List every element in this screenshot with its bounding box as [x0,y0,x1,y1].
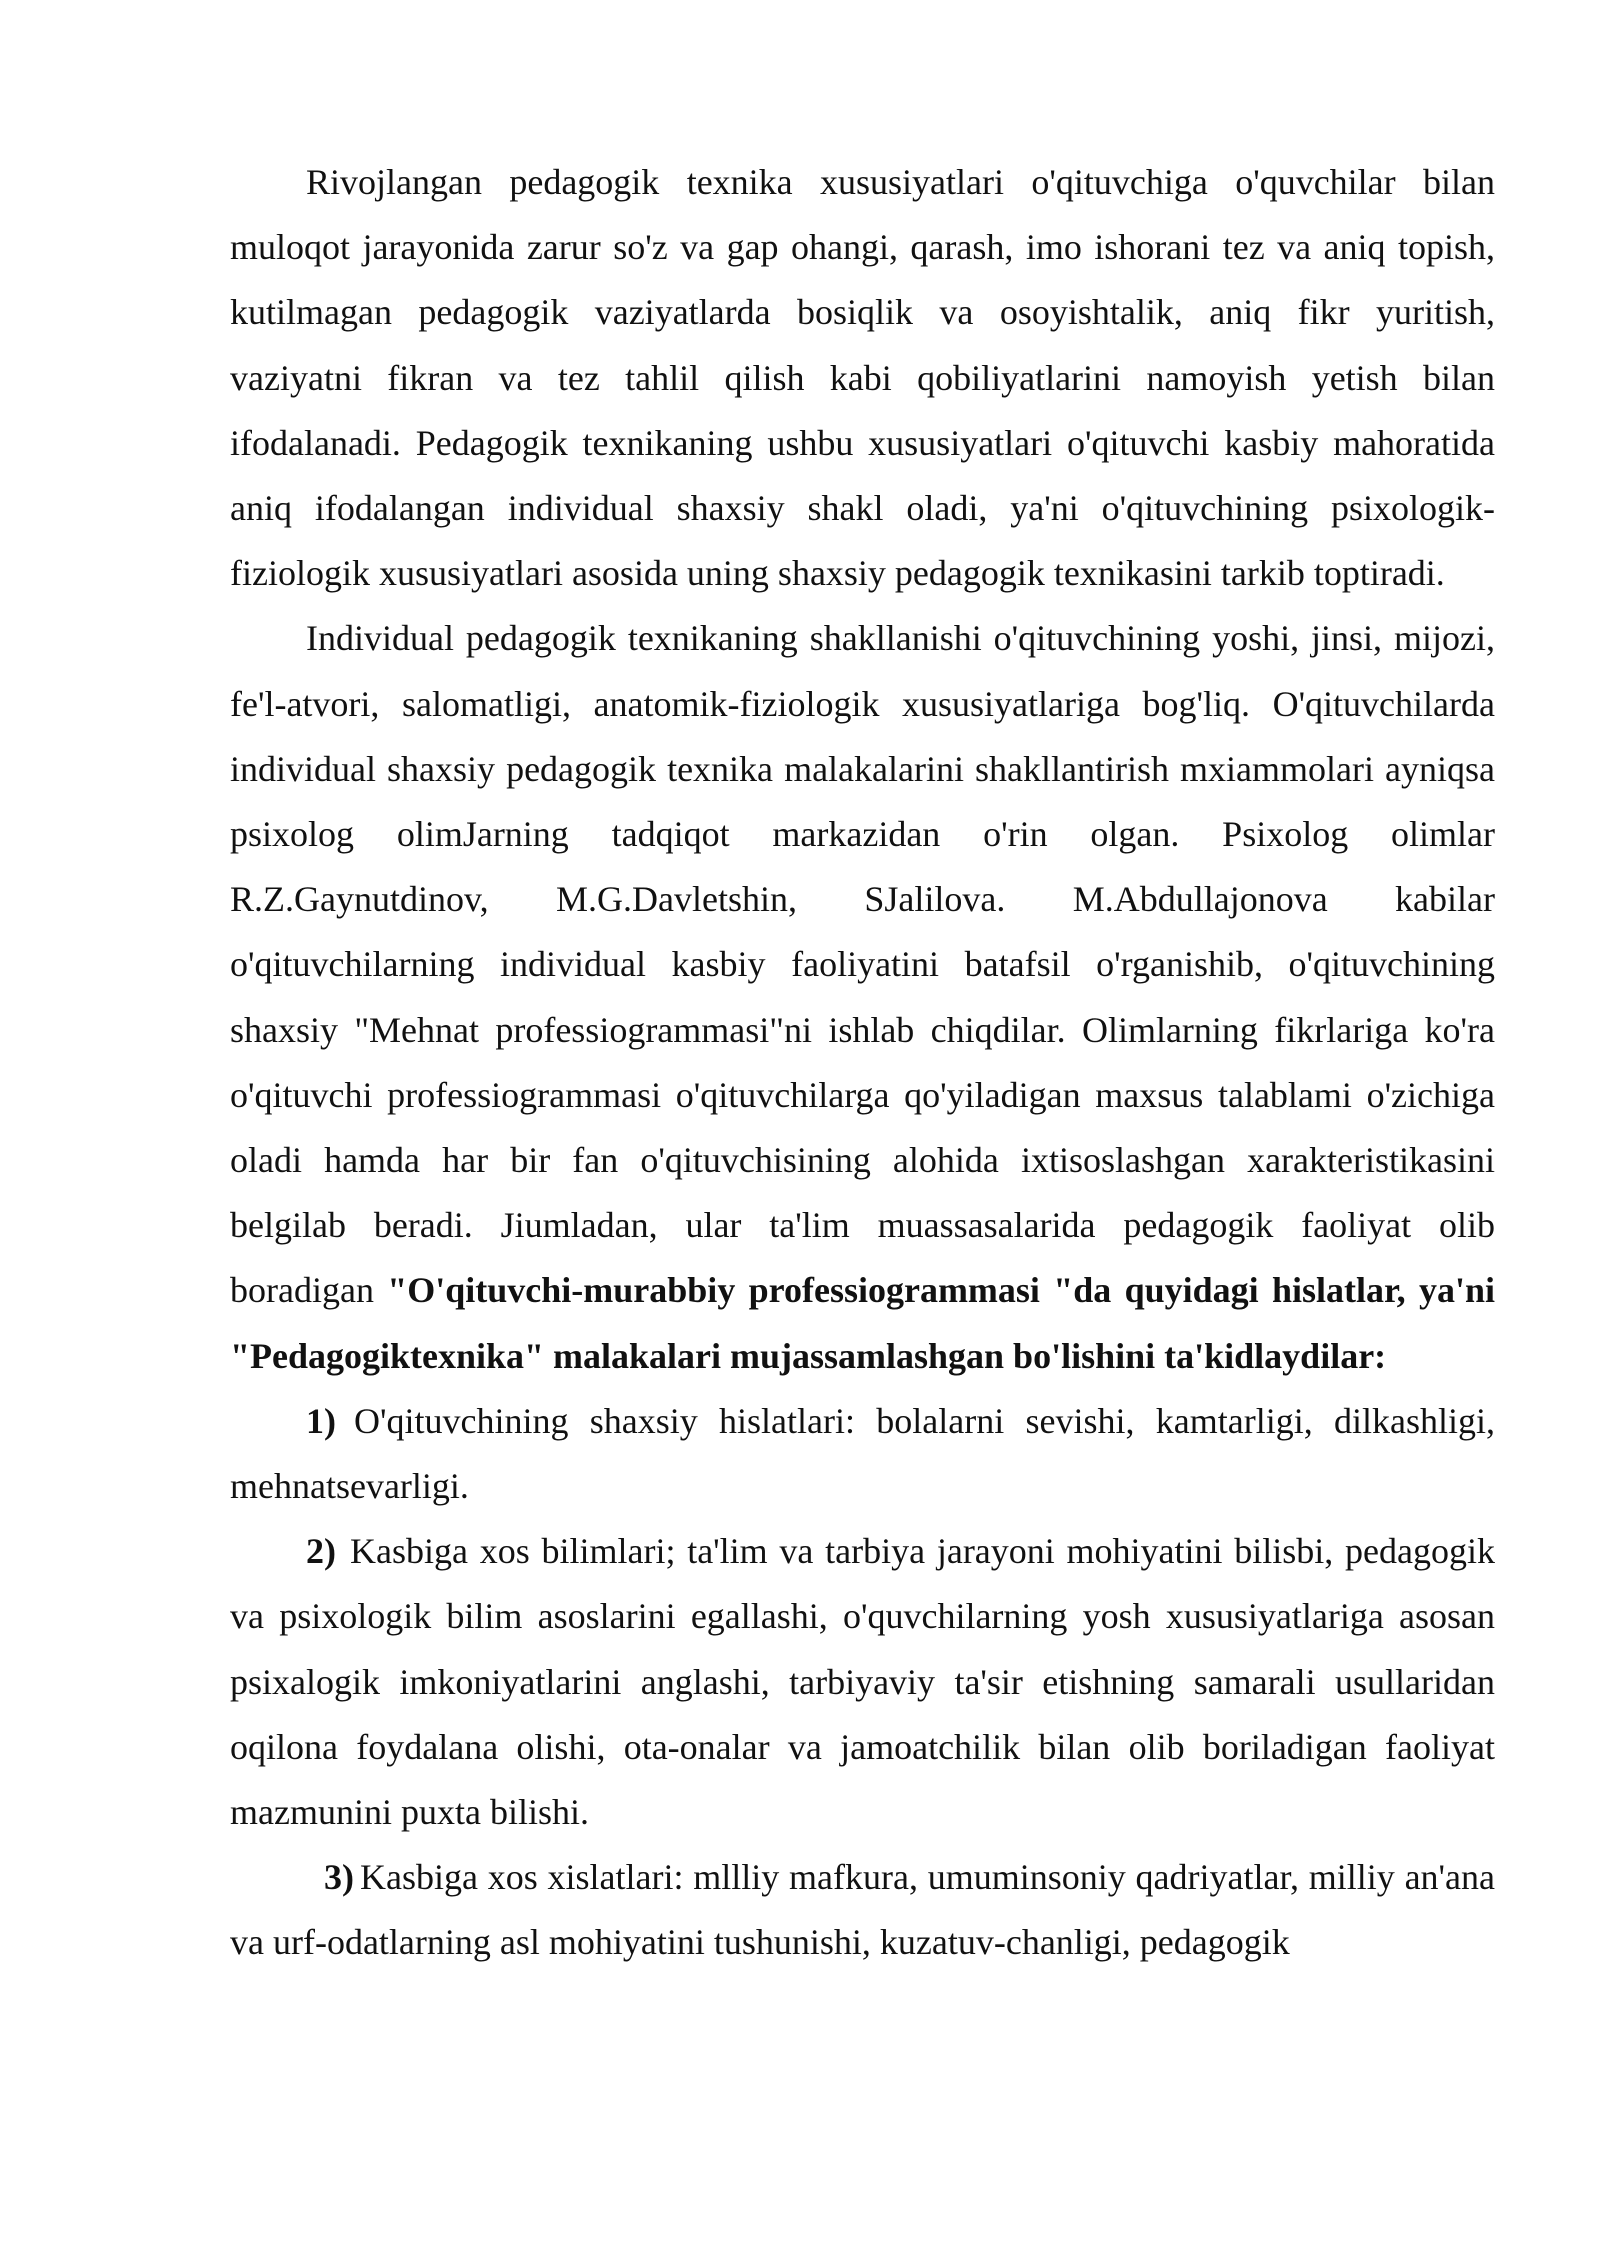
list-item-3 [230,1845,1495,1975]
list-item-3-number: 3) [324,1857,354,1898]
paragraph-1 [230,150,1495,606]
document-body [230,150,1495,1976]
paragraph-2-bold-text: "O'qituvchi-murabbiy professiogrammasi "da quyidagi hislatlar, ya'ni "Pedagogiktexnika" malakalari mujassamlashgan bo'lishini ta'kidlaydilar: [230,1270,1495,1376]
list-item-2-number: 2) [306,1531,336,1572]
paragraph-2-text: Individual pedagogik texnikaning shakllanishi o'qituvchining yoshi, jinsi, mijozi, fe'l-atvori, salomatligi, anatomik-fiziologik xususiyatlariga bog'liq. O'qituvchilarda individual shaxsiy pedagogik texnika malakalarini shakllantirish mxiammolari ayniqsa psixolog olimJarning tadqiqot markazidan o'rin olgan. Psixolog olimlar R.Z.Gaynutdinov, M.G.Davletshin, SJalilova. M.Abdullajonova kabilar o'qituvchilarning individual kasbiy faoliyatini batafsil o'rganishib, o'qituvchining shaxsiy "Mehnat professiogrammasi"ni ishlab chiqdilar. Olimlarning fikrlariga ko'ra o'qituvchi professiogrammasi o'qituvchilarga qo'yiladigan maxsus talablami o'zichiga oladi hamda har bir fan o'qituvchisining alohida ixtisoslashgan xarakteristikasini belgilab beradi. Jiumladan, ular ta'lim muassasalarida pedagogik faoliyat olib boradigan [230,618,1495,1311]
list-item-1 [230,1389,1495,1519]
list-item-1-text: O'qituvchining shaxsiy hislatlari: bolalarni sevishi, kamtarligi, dilkashligi, mehnatsevarligi. [230,1400,1495,1507]
list-item-2 [230,1519,1495,1845]
list-item-2-text: Kasbiga xos bilimlari; ta'lim va tarbiya jarayoni mohiyatini bilisbi, pedagogik va psixologik bilim asoslarini egallashi, o'quvchilarning yosh xususiyatlariga asosan psixalogik imkoniyatlarini anglashi, tarbiyaviy ta'sir etishning samarali usullaridan oqilona foydalana olishi, ota-onalar va jamoatchilik bilan olib boriladigan faoliyat mazmunini puxta bilishi. [230,1531,1495,1833]
list-item-1-number: 1) [306,1400,336,1441]
paragraph-1-text: Rivojlangan pedagogik texnika xususiyatlari o'qituvchiga o'quvchilar bilan muloqot jarayonida zarur so'z va gap ohangi, qarash, imo ishorani tez va aniq topish, kutilmagan pedagogik vaziyatlarda bosiqlik va osoyishtalik, aniq fikr yuritish, vaziyatni fikran va tez tahlil qilish kabi qobiliyatlarini namoyish yetish bilan ifodalanadi. Pedagogik texnikaning ushbu xususiyatlari o'qituvchi kasbiy mahoratida aniq ifodalangan individual shaxsiy shakl oladi, ya'ni o'qituvchining psixologik-fiziologik xususiyatlari asosida uning shaxsiy pedagogik texnikasini tarkib toptiradi. [230,162,1495,594]
paragraph-2 [230,606,1495,1388]
list-item-3-text: Kasbiga xos xislatlari: mllliy mafkura, umuminsoniy qadriyatlar, milliy an'ana va urf-odatlarning asl mohiyatini tushunishi, kuzatuv-chanligi, pedagogik [230,1857,1495,1963]
